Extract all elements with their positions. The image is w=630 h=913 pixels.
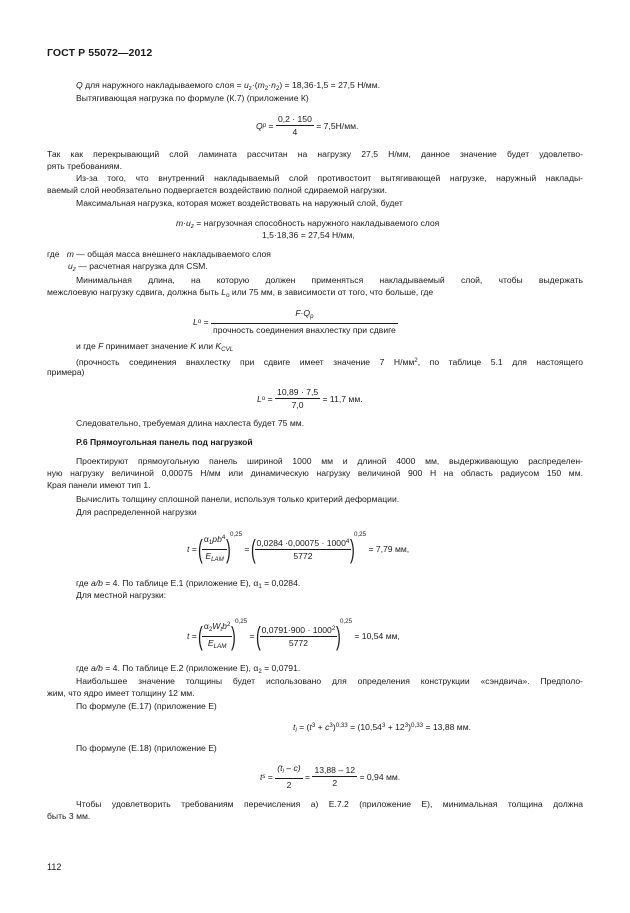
paragraph-formula-e17: По формуле (Е.17) (приложение Е) [76, 701, 217, 711]
paragraph-shear-strength-line2: примера) [47, 367, 85, 377]
paragraph-panel-line2: ную нагрузку величиной 0,00075 Н/мм или динамическую нагрузку величиной 900 Н на область радиусом 150 мм. [47, 468, 583, 478]
paragraph-alpha1: где a/b = 4. По таблице Е.1 (приложение Е), $\alpha_1 = 0,0284$. [76, 578, 301, 590]
paragraph-q-outer-layer: Q для наружного накладываемого слоя = $u_z\cdot(m_2\cdot n_2) = 18,36\cdot 1,5 = 27,5$ Н/мм. [76, 80, 380, 92]
paragraph-laminate-line2: рять требованиям. [47, 161, 122, 171]
paragraph-pull-load: Вытягивающая нагрузка по формуле (К.7) (приложение К) [76, 93, 309, 103]
definition-m: где m — общая масса внешнего накладываемого слоя [47, 249, 271, 259]
paragraph-local-load: Для местной нагрузки: [76, 590, 167, 600]
equation-ts: t s = $\frac{(t_l - c)}{2}$ = $\frac{13,88 - 12}{2}$ = 0,94 мм. [260, 763, 401, 790]
paragraph-sandwich-line2: жим, что ядро имеет толщину 12 мм. [47, 688, 195, 698]
paragraph-min-length-line1: Минимальная длина, на которую должен применяться накладываемый слой, чтобы выдержать [76, 275, 583, 285]
paragraph-f-value: и где F принимает значение K или $K_{CVL}$ [76, 341, 234, 353]
paragraph-min-thickness-line1: Чтобы удовлетворить требованиям перечисления а) Е.7.2 (приложение Е), минимальная толщина должна [76, 799, 583, 809]
paragraph-min-length-line2: межслоевую нагрузку сдвига, должна быть $L_o$ или 75 мм, в зависимости от того, что больше, где [47, 287, 434, 299]
paragraph-alpha2: где a/b = 4. По таблице Е.2 (приложение Е), $\alpha_2 = 0,0791$. [76, 663, 301, 675]
equation-qp: Q p = $\frac{0,2 \cdot 150}{4}$ = 7,5Н/мм. [256, 114, 359, 137]
equation-tl: $t_l = (t^3 + c^3)^{0,33} = (10,54^3 + 12^3)^{0,33} = 13,88$ мм. [293, 722, 471, 734]
paragraph-distributed-load: Для распределенной нагрузки [76, 507, 197, 517]
paragraph-panel-line3: Края панели имеют тип 1. [47, 480, 151, 490]
equation-lo: L o = $\frac{F\cdot Q_p}{\text{прочность соединения внахлестку при сдвиге}}$ [193, 308, 396, 335]
document-header: ГОСТ Р 55072—2012 [47, 47, 153, 59]
paragraph-laminate-line1: Так как перекрывающий слой ламината рассчитан на нагрузку 27,5 Н/мм, данное значение будет удовлетво- [47, 149, 583, 159]
fraction-lo: $\frac{F\cdot Q_p}{\text{прочность соединения внахлестку при сдвиге}}$ [213, 308, 396, 335]
equation-thickness-distributed: t = ( $\frac{\alpha_1pb^4}{E_{LAM}}$ ) 0,25 = ( $\frac{0,0284 \cdot 0,00075 \cdot 1000^4}{5772}$ ) 0,25 = 7,79 мм, [187, 531, 410, 564]
paragraph-panel-line1: Проектируют прямоугольную панель шириной 1000 мм и длиной 4000 мм, выдерживающую распределен- [76, 456, 583, 466]
section-heading: Р.6 Прямоугольная панель под нагрузкой [76, 437, 253, 447]
equation-mu: $m\cdot u_z$ = нагрузочная способность наружного накладываемого слоя [176, 218, 440, 230]
equation-thickness-local: t = ( $\frac{\alpha_2W_tb^2}{E_{LAM}}$ ) 0,25 = ( $\frac{0,0791\cdot 900 \cdot 1000^2}{5772}$ ) 0,25 = 10,54 мм, [187, 618, 400, 651]
equation-mu-value: 1,5·18,36 = 27,54 Н/мм, [262, 230, 355, 240]
paragraph-inner-layer-line1: Из-за того, что внутренний накладываемый слой противостоит вытягивающей нагрузке, наружный наклады- [76, 173, 583, 183]
paragraph-inner-layer-line2: ваемый слой необязательно подвергается воздействию полной сдираемой нагрузки. [47, 185, 388, 195]
paragraph-formula-e18: По формуле (Е.18) (приложение Е) [76, 743, 217, 753]
paragraph-min-thickness-line2: быть 3 мм. [47, 811, 91, 821]
page-number: 112 [47, 862, 62, 872]
paragraph-max-load: Максимальная нагрузка, которая может воздействовать на наружный слой, будет [76, 198, 403, 208]
definition-uz: $u_z$ — расчетная нагрузка для CSM. [68, 261, 208, 273]
paragraph-overlap-length: Следовательно, требуемая длина нахлеста будет 75 мм. [76, 418, 305, 428]
paragraph-sandwich-line1: Наибольшее значение толщины будет использовано для определения конструкции «сэндвича». Предполо- [76, 676, 583, 686]
equation-lo-value: L o = $\frac{10,89 \cdot 7,5}{7,0}$ = 11,7 мм. [257, 387, 363, 410]
paragraph-compute-thickness: Вычислить толщину сплошной панели, используя только критерий деформации. [76, 494, 400, 504]
paragraph-shear-strength-line1: (прочность соединения внахлестку при сдвиге имеет значение 7 $Н/мм^2$, по таблице 5.1 для настоящего [76, 357, 583, 367]
fraction-lo-value: $\frac{10,89 \cdot 7,5}{7,0}$ [277, 387, 319, 410]
fraction-qp: $\frac{0,2 \cdot 150}{4}$ [277, 114, 312, 137]
